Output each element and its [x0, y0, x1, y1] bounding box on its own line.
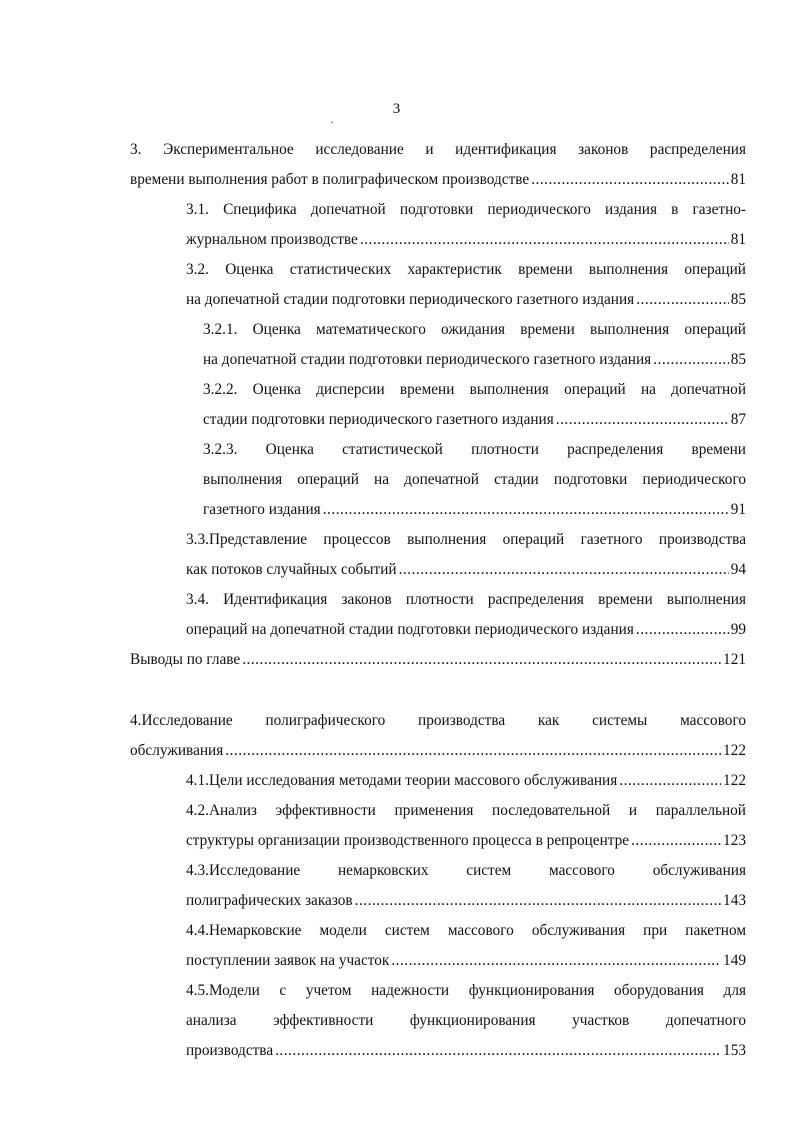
dot-leader	[556, 405, 729, 435]
toc-page-number: 121	[723, 651, 746, 668]
toc-entry-last-line	[203, 345, 746, 375]
toc-entry-last-line	[186, 946, 746, 976]
toc-entry-line: 3.1. Специфика допечатной подготовки периодического издания в газетно-	[186, 201, 746, 218]
toc-entry-line: 4.2.Анализ эффективности применения последовательной и параллельной	[186, 802, 746, 819]
toc-entry-last-line	[186, 285, 746, 315]
dot-leader	[242, 645, 721, 675]
toc-entry-line: 4.5.Модели с учетом надежности функционирования оборудования для	[186, 982, 746, 999]
toc-entry-title: как потоков случайных событий	[186, 561, 397, 578]
toc-entry-line: 3.4. Идентификация законов плотности распределения времени выполнения	[186, 591, 746, 608]
toc-page-number: 85	[730, 291, 746, 308]
toc-entry[interactable]	[186, 195, 746, 255]
dot-leader	[653, 345, 728, 375]
toc-page-number: 99	[730, 621, 746, 638]
toc-entry[interactable]	[186, 525, 746, 585]
toc-entry[interactable]	[186, 916, 746, 976]
toc-entry[interactable]	[186, 856, 746, 916]
toc-entry-last-line	[203, 495, 746, 525]
toc-entry-title: на допечатной стадии подготовки периодического газетного издания	[186, 291, 635, 308]
toc-page-number: 149	[723, 952, 746, 969]
toc-page-number: 122	[723, 772, 746, 789]
toc-entry-title: 4.1.Цели исследования методами теории массового обслуживания	[186, 772, 618, 789]
toc-entry-line: 3. Экспериментальное исследование и идентификация законов распределения	[130, 141, 746, 158]
toc-entry-line: 3.2.1. Оценка математического ожидания времени выполнения операций	[203, 321, 746, 338]
toc-entry-last-line	[186, 886, 746, 916]
toc-page-number: 87	[730, 411, 746, 428]
toc-entry-line: анализа эффективности функционирования участков допечатного	[186, 1012, 746, 1029]
toc-page-number: 91	[730, 501, 746, 518]
toc-entry[interactable]	[130, 706, 746, 766]
page-number: 3	[392, 101, 401, 117]
toc-entry-title: обслуживания	[130, 742, 224, 759]
toc-entry-last-line	[203, 405, 746, 435]
toc-entry[interactable]	[130, 135, 746, 195]
dot-leader	[531, 165, 729, 195]
dot-leader	[636, 285, 728, 315]
dot-leader	[323, 495, 729, 525]
toc-entry-line: 3.3.Представление процессов выполнения операций газетного производства	[186, 531, 746, 548]
toc-entry-title: поступлении заявок на участок	[186, 952, 390, 969]
dot-leader	[225, 736, 721, 766]
toc-entry-last-line	[186, 826, 746, 856]
toc-entry[interactable]	[186, 255, 746, 315]
toc-entry-title: операций на допечатной стадии подготовки периодического издания	[186, 621, 634, 638]
toc-entry-last-line	[186, 225, 746, 255]
toc-page-number: 81	[730, 231, 746, 248]
toc-entry-last-line	[186, 766, 746, 796]
toc-entry-title: структуры организации производственного процесса в репроцентре	[186, 832, 630, 849]
dot-leader	[355, 886, 721, 916]
toc-entry[interactable]	[186, 585, 746, 645]
toc-entry[interactable]	[186, 766, 746, 796]
toc-entry-last-line	[130, 165, 746, 195]
toc-entry-title: полиграфических заказов	[186, 892, 353, 909]
toc-entry-title: Выводы по главе	[130, 651, 241, 668]
toc-entry-title: журнальном производстве	[186, 231, 358, 248]
dot-leader	[636, 615, 729, 645]
toc-entry-last-line	[130, 736, 746, 766]
toc-entry-line: 4.3.Исследование немарковских систем массового обслуживания	[186, 862, 746, 879]
toc-entry-title: производства	[186, 1042, 274, 1059]
dot-leader	[275, 1036, 721, 1066]
toc-page-number: 123	[723, 832, 746, 849]
toc-page-number: 153	[723, 1042, 746, 1059]
dot-leader	[631, 826, 721, 856]
toc-page-number: 81	[730, 171, 746, 188]
toc-page-number: 94	[730, 561, 746, 578]
toc-page-number: 143	[723, 892, 746, 909]
toc-entry-title: газетного издания	[203, 501, 321, 518]
table-of-contents	[130, 135, 746, 1066]
toc-entry-last-line	[186, 555, 746, 585]
toc-entry-line: выполнения операций на допечатной стадии подготовки периодического	[203, 471, 746, 488]
toc-entry-title: стадии подготовки периодического газетного издания	[203, 411, 554, 428]
toc-entry[interactable]	[186, 796, 746, 856]
toc-entry-last-line	[186, 615, 746, 645]
dot-leader	[619, 766, 721, 796]
toc-entry-title: времени выполнения работ в полиграфическом производстве	[130, 171, 530, 188]
toc-entry-line: 4.Исследование полиграфического производства как системы массового	[130, 712, 746, 729]
dot-leader	[399, 555, 729, 585]
dot-leader	[391, 946, 721, 976]
toc-entry-line: 3.2.2. Оценка дисперсии времени выполнения операций на допечатной	[203, 381, 746, 398]
toc-entry[interactable]	[203, 315, 746, 375]
dot-leader	[360, 225, 729, 255]
toc-entry[interactable]	[203, 375, 746, 435]
toc-entry[interactable]	[130, 645, 746, 675]
toc-entry[interactable]	[186, 976, 746, 1066]
toc-entry[interactable]	[203, 435, 746, 525]
toc-entry-last-line	[130, 645, 746, 675]
toc-page-number: 85	[730, 351, 746, 368]
toc-entry-last-line	[186, 1036, 746, 1066]
toc-entry-line: 4.4.Немарковские модели систем массового обслуживания при пакетном	[186, 922, 746, 939]
section-gap	[130, 675, 746, 706]
toc-entry-line: 3.2.3. Оценка статистической плотности распределения времени	[203, 441, 746, 458]
toc-entry-title: на допечатной стадии подготовки периодического газетного издания	[203, 351, 652, 368]
toc-page-number: 122	[723, 742, 746, 759]
toc-entry-line: 3.2. Оценка статистических характеристик времени выполнения операций	[186, 261, 746, 278]
scan-speck: ˎ	[330, 110, 334, 124]
